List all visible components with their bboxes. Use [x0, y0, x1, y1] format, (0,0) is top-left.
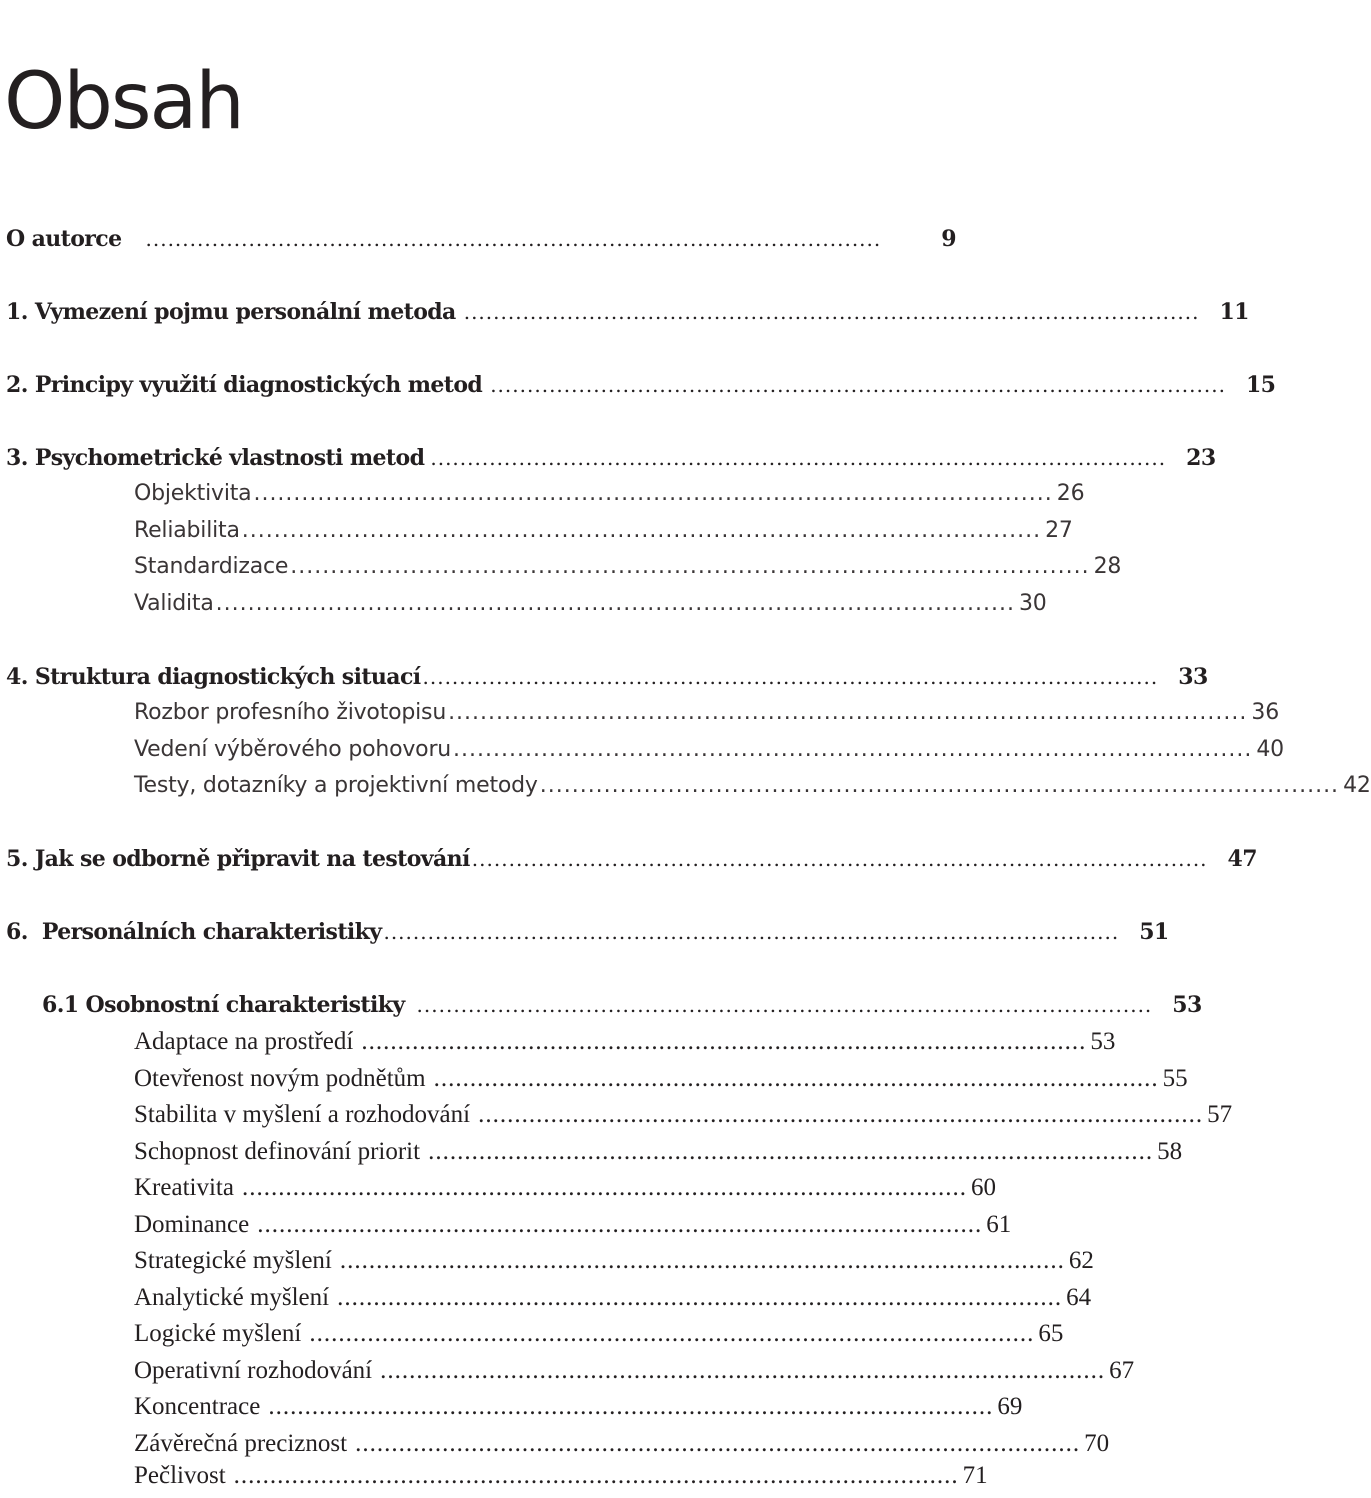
toc-entry-label: Logické myšlení: [134, 1320, 302, 1347]
toc-entry-adaptace[interactable]: [134, 1028, 1116, 1064]
toc-entry-chapter-1[interactable]: [6, 299, 1249, 335]
toc-leader-dots: ....................................................................................................: [490, 373, 1226, 397]
toc-entry-label: Koncentrace: [134, 1393, 261, 1420]
toc-page-number: 51: [1139, 919, 1169, 945]
toc-page-number: 28: [1093, 554, 1122, 579]
toc-page-number: 64: [1066, 1284, 1092, 1311]
toc-leader-dots: ....................................................................................................: [233, 1462, 959, 1489]
toc-page-number: 61: [986, 1211, 1012, 1238]
toc-entry-chapter-2[interactable]: [6, 372, 1276, 408]
toc-entry-kreativita[interactable]: [134, 1174, 996, 1210]
toc-entry-vedeni-pohovoru[interactable]: [134, 737, 1284, 773]
toc-leader-dots: ....................................................................................................: [145, 227, 882, 251]
toc-entry-otevrenost[interactable]: [134, 1065, 1188, 1101]
toc-entry-label: Otevřenost novým podnětům: [134, 1065, 426, 1092]
toc-entry-label: 5. Jak se odborně připravit na testování: [6, 846, 470, 872]
toc-entry-chapter-5[interactable]: [6, 846, 1257, 882]
toc-page-number: 26: [1056, 481, 1085, 506]
toc-leader-dots: ....................................................................................................: [430, 446, 1167, 470]
toc-leader-dots: ....................................................................................................: [215, 591, 1015, 616]
toc-leader-dots: ....................................................................................................: [337, 1284, 1063, 1311]
toc-leader-dots: ....................................................................................................: [355, 1430, 1081, 1457]
toc-entry-label: Validita: [134, 591, 214, 616]
toc-leader-dots: ....................................................................................................: [361, 1028, 1087, 1055]
toc-entry-label: Stabilita v myšlení a rozhodování: [134, 1101, 471, 1128]
toc-page-number: 11: [1219, 299, 1249, 325]
toc-page-number: 55: [1162, 1065, 1188, 1092]
toc-leader-dots: ....................................................................................................: [453, 737, 1253, 762]
toc-page-number: 60: [970, 1174, 996, 1201]
toc-page-number: 62: [1068, 1247, 1094, 1274]
toc-leader-dots: ....................................................................................................: [471, 847, 1208, 871]
toc-entry-label: Schopnost definování priorit: [134, 1138, 421, 1165]
toc-page-number: 30: [1018, 591, 1047, 616]
toc-leader-dots: ....................................................................................................: [383, 920, 1120, 944]
toc-entry-stabilita[interactable]: [134, 1101, 1233, 1137]
toc-page-number: 33: [1178, 664, 1208, 690]
toc-leader-dots: ....................................................................................................: [268, 1393, 994, 1420]
toc-page-number: 67: [1109, 1357, 1135, 1384]
toc-entry-label: Adaptace na prostředí: [134, 1028, 354, 1055]
toc-entry-label: Pečlivost: [134, 1462, 226, 1489]
toc-entry-strategicke-mysleni[interactable]: [134, 1247, 1094, 1283]
toc-page-number: 47: [1227, 846, 1257, 872]
toc-entry-label: 6.1 Osobnostní charakteristiky: [42, 992, 405, 1018]
toc-entry-rozbor-zivotopisu[interactable]: [134, 700, 1279, 736]
toc-entry-chapter-3[interactable]: [6, 445, 1216, 481]
toc-page-number: 53: [1090, 1028, 1116, 1055]
toc-entry-logicke-mysleni[interactable]: [134, 1320, 1064, 1356]
toc-page-number: 57: [1207, 1101, 1233, 1128]
toc-page-number: 15: [1245, 372, 1276, 398]
toc-entry-label: Operativní rozhodování: [134, 1357, 373, 1384]
toc-page-number: 53: [1172, 992, 1202, 1018]
toc-page-number: 9: [941, 226, 956, 252]
toc-entry-label: O autorce: [6, 226, 122, 252]
toc-entry-standardizace[interactable]: [134, 554, 1122, 590]
toc-entry-label: 6. Personálních charakteristiky: [6, 919, 382, 945]
toc-entry-label: 3. Psychometrické vlastnosti metod: [6, 445, 425, 471]
toc-page-number: 27: [1045, 518, 1073, 543]
toc-entry-label: 1. Vymezení pojmu personální metoda: [6, 299, 456, 325]
toc-entry-testy-dotazniky[interactable]: [134, 773, 1371, 809]
toc-leader-dots: ....................................................................................................: [241, 518, 1042, 543]
toc-page-number: 42: [1343, 773, 1371, 798]
toc-leader-dots: ....................................................................................................: [428, 1138, 1154, 1165]
toc-entry-label: Závěrečná preciznost: [134, 1430, 348, 1457]
toc-page-number: 36: [1251, 700, 1279, 725]
toc-entry-reliabilita[interactable]: [134, 518, 1073, 554]
toc-entry-label: Kreativita: [134, 1174, 234, 1201]
toc-page-number: 58: [1157, 1138, 1183, 1165]
toc-leader-dots: ....................................................................................................: [241, 1174, 967, 1201]
toc-leader-dots: ....................................................................................................: [433, 1065, 1159, 1092]
toc-page-number: 40: [1256, 737, 1284, 762]
toc-page-number: 69: [997, 1393, 1023, 1420]
toc-entry-koncentrace[interactable]: [134, 1393, 1023, 1429]
toc-entry-label: Standardizace: [134, 554, 289, 579]
toc-leader-dots: ....................................................................................................: [380, 1357, 1106, 1384]
toc-leader-dots: ....................................................................................................: [539, 773, 1340, 798]
toc-leader-dots: ....................................................................................................: [257, 1211, 983, 1238]
toc-entry-label: Analytické myšlení: [134, 1284, 330, 1311]
toc-entry-label: Rozbor profesního životopisu: [134, 700, 447, 725]
toc-entry-label: Dominance: [134, 1211, 250, 1238]
toc-entry-label: Objektivita: [134, 481, 252, 506]
toc-leader-dots: ....................................................................................................: [290, 554, 1090, 579]
toc-entry-priority[interactable]: [134, 1138, 1183, 1174]
toc-leader-dots: ....................................................................................................: [253, 481, 1053, 506]
toc-entry-chapter-6[interactable]: [6, 919, 1169, 955]
toc-leader-dots: ....................................................................................................: [478, 1101, 1204, 1128]
toc-entry-label: 2. Principy využití diagnostických metod: [6, 372, 483, 398]
toc-entry-label: Testy, dotazníky a projektivní metody: [134, 773, 538, 798]
toc-entry-dominance[interactable]: [134, 1211, 1012, 1247]
toc-leader-dots: ....................................................................................................: [422, 665, 1159, 689]
toc-entry-peclivost[interactable]: [134, 1462, 988, 1498]
toc-entry-label: Strategické myšlení: [134, 1247, 332, 1274]
page-title: Obsah: [4, 57, 243, 147]
toc-entry-label: 4. Struktura diagnostických situací: [6, 664, 421, 690]
toc-entry-objektivita[interactable]: [134, 481, 1085, 517]
toc-entry-analyticke-mysleni[interactable]: [134, 1284, 1092, 1320]
toc-entry-about-author[interactable]: [6, 226, 956, 262]
toc-leader-dots: ....................................................................................................: [339, 1247, 1065, 1274]
toc-entry-label: Reliabilita: [134, 518, 240, 543]
toc-page-number: 71: [962, 1462, 988, 1489]
toc-entry-chapter-4[interactable]: [6, 664, 1208, 700]
toc-entry-operativni-rozhodovani[interactable]: [134, 1357, 1135, 1393]
toc-entry-validita[interactable]: [134, 591, 1047, 627]
toc-entry-label: Vedení výběrového pohovoru: [134, 737, 452, 762]
toc-leader-dots: ....................................................................................................: [309, 1320, 1035, 1347]
toc-leader-dots: ....................................................................................................: [416, 993, 1153, 1017]
toc-entry-section-6-1[interactable]: [42, 992, 1202, 1028]
toc-leader-dots: ....................................................................................................: [448, 700, 1248, 725]
toc-page-number: 23: [1186, 445, 1216, 471]
toc-leader-dots: ....................................................................................................: [463, 300, 1200, 324]
toc-entry-zaverecna-preciznost[interactable]: [134, 1430, 1110, 1466]
toc-page-number: 65: [1038, 1320, 1064, 1347]
toc-page-number: 70: [1084, 1430, 1110, 1457]
